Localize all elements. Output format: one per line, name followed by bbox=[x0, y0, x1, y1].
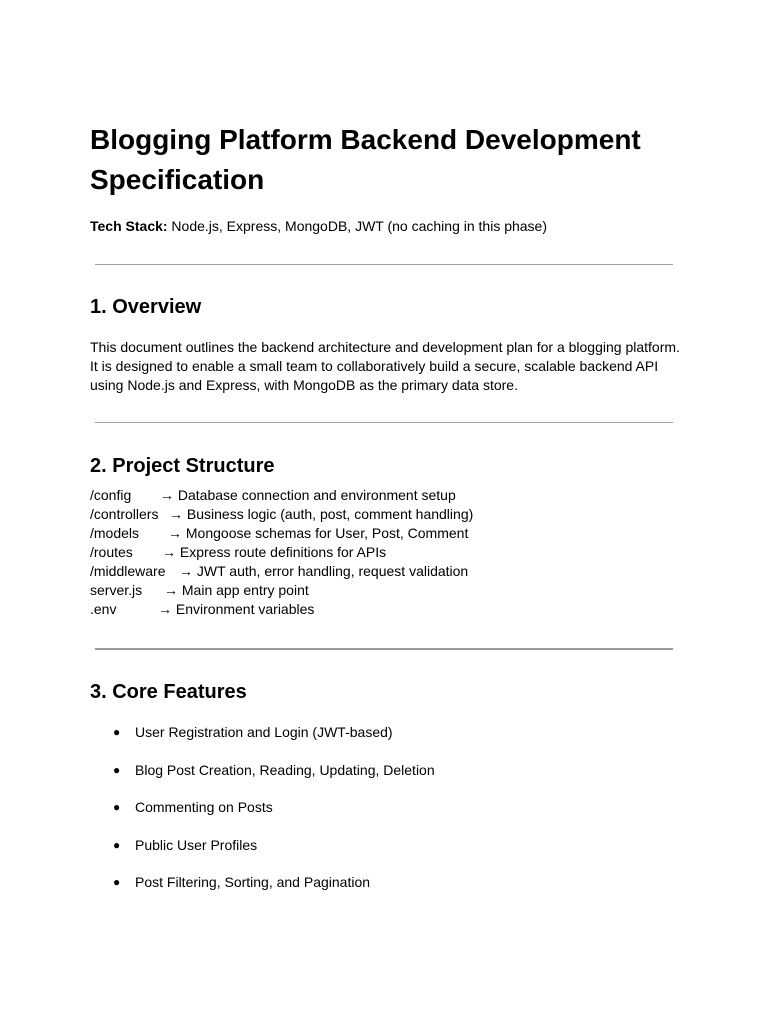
structure-description: → Database connection and environment setup bbox=[160, 487, 456, 503]
overview-paragraph: This document outlines the backend architecture and development plan for a blogging platform. It is designed to enable a small team to collaboratively build a secure, scalable backend API using Node.js and Express, with MongoDB as the primary data store. bbox=[90, 339, 680, 393]
project-structure-list bbox=[90, 486, 473, 619]
feature-text: Commenting on Posts bbox=[135, 799, 273, 815]
project-structure-heading: 2. Project Structure bbox=[90, 455, 275, 477]
core-features-heading: 3. Core Features bbox=[90, 681, 247, 703]
feature-text: User Registration and Login (JWT-based) bbox=[135, 724, 393, 740]
structure-item bbox=[90, 600, 473, 619]
structure-path: .env bbox=[90, 601, 117, 617]
structure-item bbox=[90, 505, 473, 524]
structure-description: → Mongoose schemas for User, Post, Comment bbox=[168, 525, 469, 541]
core-features-list bbox=[90, 722, 435, 910]
bullet-icon: ● bbox=[113, 800, 121, 814]
bullet-icon: ● bbox=[113, 837, 121, 852]
section-divider bbox=[95, 264, 673, 265]
structure-description: → Business logic (auth, post, comment handling) bbox=[169, 506, 474, 522]
feature-text: Blog Post Creation, Reading, Updating, Deletion bbox=[135, 761, 435, 778]
structure-item bbox=[90, 543, 473, 562]
structure-description: → Main app entry point bbox=[164, 582, 309, 598]
feature-item bbox=[90, 760, 435, 798]
structure-description: → Express route definitions for APIs bbox=[162, 544, 387, 560]
feature-item bbox=[90, 835, 435, 873]
structure-item bbox=[90, 524, 473, 543]
structure-description: → Environment variables bbox=[158, 601, 315, 617]
bullet-icon: ● bbox=[113, 725, 121, 739]
feature-item bbox=[90, 872, 435, 910]
structure-path: /routes bbox=[90, 544, 133, 560]
bullet-icon: ● bbox=[113, 875, 121, 889]
structure-path: /middleware bbox=[90, 563, 166, 579]
section-divider bbox=[95, 422, 673, 423]
bullet-icon: ● bbox=[113, 762, 121, 777]
structure-item bbox=[90, 581, 473, 600]
tech-stack-label: Tech Stack: bbox=[90, 218, 168, 234]
structure-path: /models bbox=[90, 525, 140, 541]
structure-description: → JWT auth, error handling, request validation bbox=[179, 563, 469, 579]
document-title: Blogging Platform Backend Development Specification bbox=[90, 124, 641, 195]
feature-item bbox=[90, 722, 435, 760]
feature-text: Public User Profiles bbox=[135, 836, 258, 853]
structure-path: server.js bbox=[90, 582, 143, 598]
structure-path: /controllers bbox=[90, 506, 159, 522]
structure-item bbox=[90, 562, 473, 581]
overview-heading: 1. Overview bbox=[90, 296, 202, 318]
structure-item bbox=[90, 486, 473, 505]
structure-path: /config bbox=[90, 487, 132, 503]
tech-stack-line bbox=[90, 216, 547, 236]
feature-text: Post Filtering, Sorting, and Pagination bbox=[135, 874, 371, 890]
tech-stack-value: Node.js, Express, MongoDB, JWT (no caching in this phase) bbox=[167, 218, 548, 234]
feature-item bbox=[90, 797, 435, 835]
section-divider bbox=[95, 648, 673, 650]
